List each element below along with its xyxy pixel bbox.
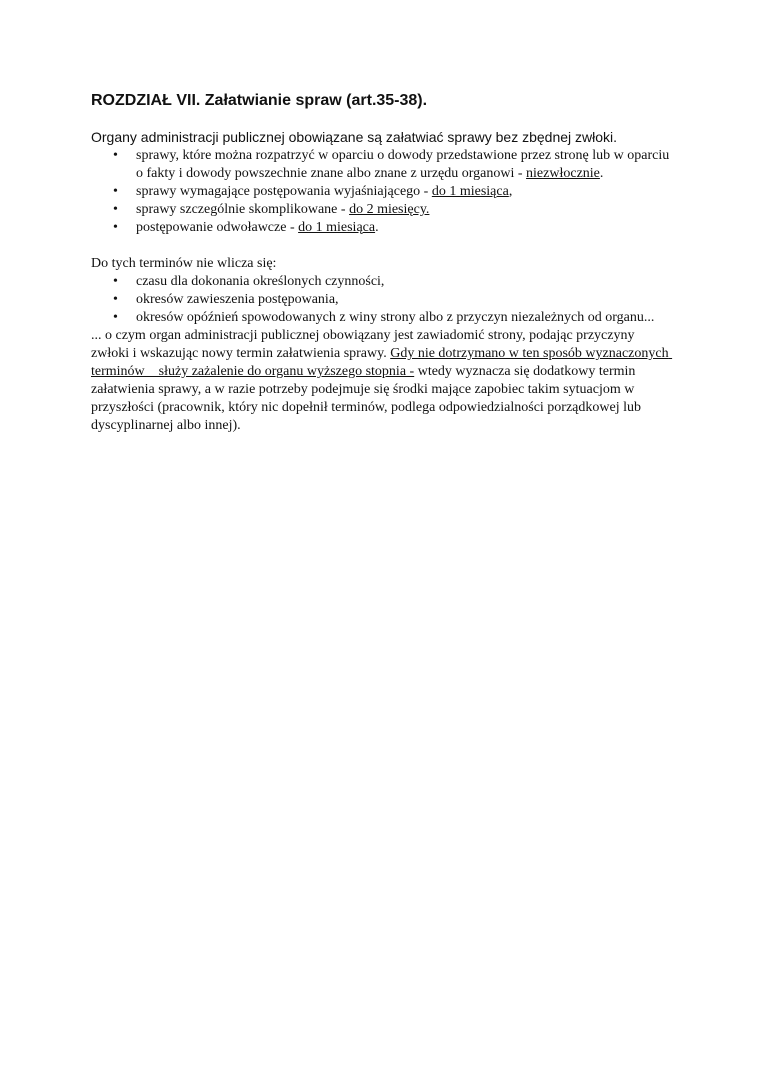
deadline-term: do 2 miesięcy. <box>349 202 430 217</box>
document-page <box>91 91 671 435</box>
item-text: sprawy, które można rozpatrzyć w oparciu o dowody przedstawione przez stronę lub w oparciu o fakty i dowody powszechnie znane albo znane z urzędu organowi - <box>136 148 670 181</box>
list-item <box>91 183 671 201</box>
item-text: okresów zawieszenia postępowania, <box>136 292 339 307</box>
bullet: • <box>113 220 118 235</box>
item-tail: . <box>599 166 604 181</box>
list-item <box>91 309 671 327</box>
list-item <box>91 201 671 219</box>
item-tail: . <box>375 220 379 235</box>
list-item <box>91 273 671 291</box>
item-tail: , <box>508 184 513 199</box>
bullet: • <box>113 274 118 289</box>
intro-paragraph: Organy administracji publicznej obowiązane są załatwiać sprawy bez zbędnej zwłoki. <box>91 129 618 145</box>
item-text: okresów opóźnień spowodowanych z winy strony albo z przyczyn niezależnych od organu... <box>136 310 655 325</box>
bullet: • <box>113 292 118 307</box>
appeal-note: Gdy nie dotrzymano w ten sposób wyznaczonych terminów służy zażalenie do organu wyższego stopnia - <box>91 346 673 379</box>
chapter-heading: ROZDZIAŁ VII. Załatwianie spraw (art.35-38). <box>91 92 428 109</box>
closing-tail: wtedy wyznacza się dodatkowy termin załatwienia sprawy, a w razie potrzeby podejmuje się środki mające zapobiec takim sytuacjom w przyszłości (pracownik, który nic dopełnił terminów, podlega odpowiedzialności porządkowej lub dyscyplinarnej albo innej). <box>91 364 641 433</box>
item-text: czasu dla dokonania określonych czynności, <box>136 274 385 289</box>
item-text: sprawy szczególnie skomplikowane - <box>136 202 350 217</box>
closing-lead: ... o czym organ administracji publicznej obowiązany jest zawiadomić strony, podając przyczyny zwłoki i wskazując nowy termin załatwienia sprawy. <box>91 328 635 361</box>
deadline-term: do 1 miesiąca <box>298 220 376 235</box>
item-text: sprawy wymagające postępowania wyjaśniającego - <box>136 184 432 199</box>
deadline-list <box>91 147 671 237</box>
exclusions-list <box>91 273 671 327</box>
bullet: • <box>113 202 118 217</box>
list-item <box>91 291 671 309</box>
item-text: postępowanie odwoławcze - <box>136 220 299 235</box>
exclusions-intro: Do tych terminów nie wlicza się: <box>91 256 277 271</box>
bullet: • <box>113 310 118 325</box>
bullet: • <box>113 148 118 163</box>
closing-paragraph <box>91 327 671 435</box>
deadline-term: do 1 miesiąca <box>431 184 509 199</box>
list-item <box>91 147 671 183</box>
deadline-term: niezwłocznie <box>526 166 600 181</box>
bullet: • <box>113 184 118 199</box>
list-item <box>91 219 671 237</box>
